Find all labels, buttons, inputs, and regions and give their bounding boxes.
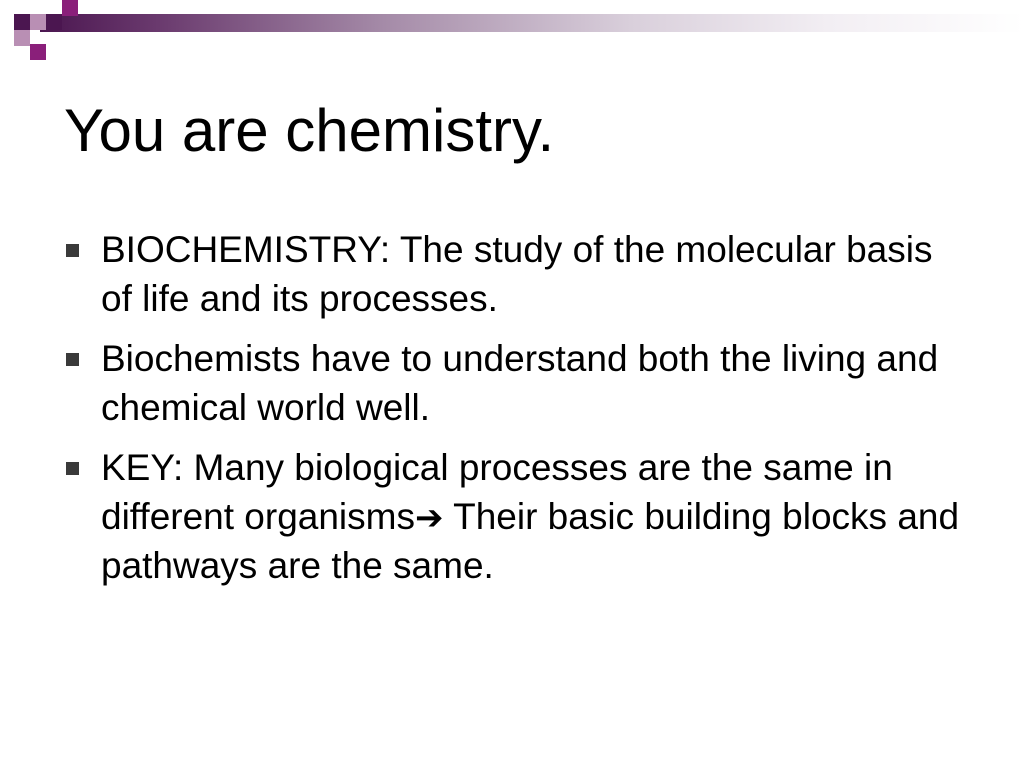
header-square-decoration (14, 30, 30, 46)
bullet-text: BIOCHEMISTRY: The study of the molecular basis of life and its processes. (101, 229, 933, 319)
header-square-decoration (30, 44, 46, 60)
bullet-text: Their basic building blocks and pathways are the same. (101, 496, 960, 586)
bullet-item (64, 334, 964, 432)
header-gradient-band (40, 14, 1024, 32)
bullet-list (64, 225, 964, 601)
square-bullet-icon (66, 244, 79, 257)
square-bullet-icon (66, 462, 79, 475)
bullet-text: Biochemists have to understand both the living and chemical world well. (101, 338, 939, 428)
header-square-decoration (46, 14, 62, 30)
bullet-text: KEY: Many biological processes are the same in different organisms (101, 447, 893, 537)
header-square-decoration (62, 0, 78, 16)
bullet-item (64, 443, 964, 590)
header-square-decoration (14, 14, 30, 30)
bullet-item (64, 225, 964, 323)
slide-title: You are chemistry. (64, 97, 555, 164)
header-square-decoration (30, 14, 46, 30)
square-bullet-icon (66, 353, 79, 366)
right-arrow-icon: ➔ (414, 499, 444, 537)
